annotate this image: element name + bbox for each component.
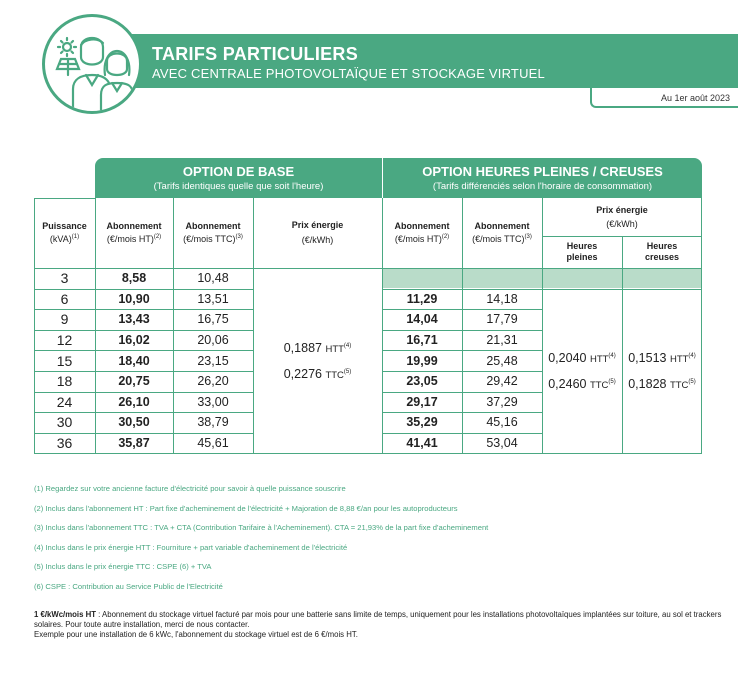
grid-line <box>34 289 253 290</box>
footnote: (6) CSPE : Contribution au Service Public de l'Electricité <box>34 581 223 591</box>
col-header-base-prix: Prix énergie (€/kWh) <box>291 220 344 245</box>
table-cell-base-ht: 16,02 <box>118 333 150 348</box>
grid-line <box>382 268 542 269</box>
table-cell-kva: 36 <box>56 435 73 452</box>
option-hphc-subtitle: (Tarifs différenciés selon l'horaire de consommation) <box>432 181 653 192</box>
table-cell-hphc-ttc <box>462 268 542 289</box>
grid-line <box>382 433 542 434</box>
grid-line <box>34 198 35 454</box>
option-hphc-title: OPTION HEURES PLEINES / CREUSES <box>422 164 663 179</box>
grid-line <box>34 350 253 351</box>
grid-line <box>173 198 174 454</box>
grid-line <box>34 268 253 269</box>
table-cell-hphc-ttc: 29,42 <box>486 374 518 389</box>
option-base-title: OPTION DE BASE <box>182 164 295 179</box>
col-header-base-abo-ht: Abonnement (€/mois HT)$^{(2)}$ <box>106 221 162 244</box>
table-cell-base-ttc: 13,51 <box>197 291 229 306</box>
grid-line <box>701 198 702 454</box>
grid-line <box>382 350 542 351</box>
grid-line <box>382 371 542 372</box>
table-cell-kva: 3 <box>60 270 69 287</box>
table-cell-hphc-ttc: 14,18 <box>486 291 518 306</box>
grid-line <box>382 289 542 290</box>
table-cell-hphc-ttc: 53,04 <box>486 436 518 451</box>
grid-line <box>462 198 463 454</box>
col-header-base-abo-ttc: Abonnement (€/mois TTC)$^{(3)}$ <box>183 221 243 244</box>
table-cell-hphc-ht <box>382 268 462 289</box>
grid-line <box>34 309 253 310</box>
grid-line <box>542 268 702 269</box>
table-cell-base-ht: 10,90 <box>118 291 150 306</box>
table-cell-hphc-ht: 14,04 <box>406 312 438 327</box>
grid-line <box>34 330 253 331</box>
grid-line <box>382 330 542 331</box>
col-header-puissance: Puissance (kVA)$^{(1)}$ <box>42 221 87 244</box>
grid-line <box>34 198 95 199</box>
footnote: (1) Regardez sur votre ancienne facture d'électricité pour savoir à quelle puissance souscrire <box>34 484 346 493</box>
hp-energy-price: 0,2040 HTT$^{(4)}$ 0,2460 TTC$^{(5)}$ <box>548 351 616 392</box>
table-cell-base-ht: 35,87 <box>118 436 150 451</box>
table-cell-base-ttc: 45,61 <box>197 436 229 451</box>
table-cell-hphc-ht: 19,99 <box>406 353 438 368</box>
tariff-table <box>34 158 702 454</box>
footnote: (2) Inclus dans l'abonnement HT : Part fixe d'acheminement de l'électricité + Majoration de 8,88 €/an pour les autoproducteurs <box>34 503 458 513</box>
table-cell-base-ttc: 23,15 <box>197 353 229 368</box>
table-cell-hphc-ttc: 17,79 <box>486 312 518 327</box>
footnote: (5) Inclus dans le prix énergie TTC : CSPE (6) + TVA <box>34 562 212 571</box>
table-cell-hphc-ht: 41,41 <box>406 436 438 451</box>
table-cell-hphc-ht: 23,05 <box>406 374 438 389</box>
base-energy-price: 0,1887 HTT$^{(4)}$ 0,2276 TTC$^{(5)}$ <box>283 341 352 382</box>
table-cell-base-ttc: 38,79 <box>197 415 229 430</box>
page-title: TARIFS PARTICULIERS <box>152 44 359 64</box>
table-cell-hphc-ttc: 37,29 <box>486 394 518 409</box>
table-cell-base-ht: 30,50 <box>118 415 150 430</box>
table-cell-base-ttc: 10,48 <box>197 271 229 286</box>
table-cell-base-ttc: 16,75 <box>197 312 229 327</box>
col-header-hphc-abo-ht: Abonnement (€/mois HT)$^{(2)}$ <box>394 221 450 244</box>
effective-date: Au 1er août 2023 <box>660 93 730 103</box>
table-cell-base-ht: 26,10 <box>118 394 150 409</box>
table-cell-hphc-ttc: 25,48 <box>486 353 518 368</box>
table-cell-hphc-ht: 29,17 <box>406 394 438 409</box>
grid-line <box>253 268 382 269</box>
option-hphc-header <box>383 158 702 198</box>
table-cell-base-ht: 18,40 <box>118 353 150 368</box>
grid-line <box>382 392 542 393</box>
table-cell-hphc-ttc: 21,31 <box>486 333 518 348</box>
table-cell-base-ttc: 33,00 <box>197 394 229 409</box>
table-cell-kva: 9 <box>60 311 69 328</box>
footnote: (4) Inclus dans le prix énergie HTT : Fourniture + part variable d'acheminement de l'électricité <box>34 542 348 552</box>
col-header-hp: Heures pleines <box>566 241 598 262</box>
grid-line <box>253 198 254 454</box>
page-subtitle: AVEC CENTRALE PHOTOVOLTAÏQUE ET STOCKAGE VIRTUEL <box>152 66 545 81</box>
table-cell-hphc-ttc: 45,16 <box>486 415 518 430</box>
table-cell-base-ht: 13,43 <box>118 312 150 327</box>
footer-example: Exemple pour une installation de 6 kWc, l'abonnement du stockage virtuel est de 6 €/mois HT. <box>34 630 358 639</box>
footnotes <box>34 484 714 601</box>
grid-line <box>382 198 383 454</box>
table-cell-base-ht: 20,75 <box>118 374 150 389</box>
col-header-hphc-prix: Prix énergie (€/kWh) <box>596 204 648 229</box>
col-header-hphc-abo-ttc: Abonnement (€/mois TTC)$^{(3)}$ <box>472 221 532 244</box>
table-cell-kva: 18 <box>56 373 73 390</box>
grid-line <box>382 412 542 413</box>
table-cell-base-ttc: 20,06 <box>197 333 229 348</box>
col-header-hc: Heures creuses <box>644 241 680 262</box>
grid-line <box>542 198 543 454</box>
table-cell-kva: 15 <box>56 352 73 369</box>
table-cell-kva: 6 <box>60 290 69 307</box>
grid-line <box>34 412 253 413</box>
grid-line <box>34 453 702 454</box>
footnote: (3) Inclus dans l'abonnement TTC : TVA + CTA (Contribution Tarifaire à l'Acheminement). CTA = 21,93% de la part fixe d'acheminement <box>34 523 489 532</box>
table-cell-hphc-ht: 16,71 <box>406 333 438 348</box>
grid-line <box>34 392 253 393</box>
table-cell-kva: 24 <box>56 393 73 410</box>
table-cell-base-ht: 8,58 <box>121 271 147 286</box>
hc-energy-price: 0,1513 HTT$^{(4)}$ 0,1828 TTC$^{(5)}$ <box>628 351 696 392</box>
storage-footer <box>34 610 724 640</box>
option-base-subtitle: (Tarifs identiques quelle que soit l'heure) <box>153 181 324 192</box>
table-cell-kva: 30 <box>56 414 73 431</box>
grid-line <box>542 289 702 290</box>
table-cell-hphc-ht: 11,29 <box>406 291 438 306</box>
table-cell-base-ttc: 26,20 <box>197 374 229 389</box>
grid-line <box>34 433 253 434</box>
grid-line <box>34 371 253 372</box>
footer-text: : Abonnement du stockage virtuel facturé par mois pour une batterie sans limite de temps, uniquement pour les installations photovoltaïques implantées sur toiture, au sol et trackers solaires. Pour toute autre installation, merci de nous contacter. <box>34 610 722 629</box>
grid-line <box>382 309 542 310</box>
table-cell-kva: 12 <box>56 332 73 349</box>
family-solar-panel-icon <box>42 14 142 114</box>
footer-lead: 1 €/kWc/mois HT <box>34 610 96 619</box>
option-base-header <box>95 158 382 198</box>
table-cell-hphc-ht: 35,29 <box>406 415 438 430</box>
grid-line <box>95 198 96 454</box>
